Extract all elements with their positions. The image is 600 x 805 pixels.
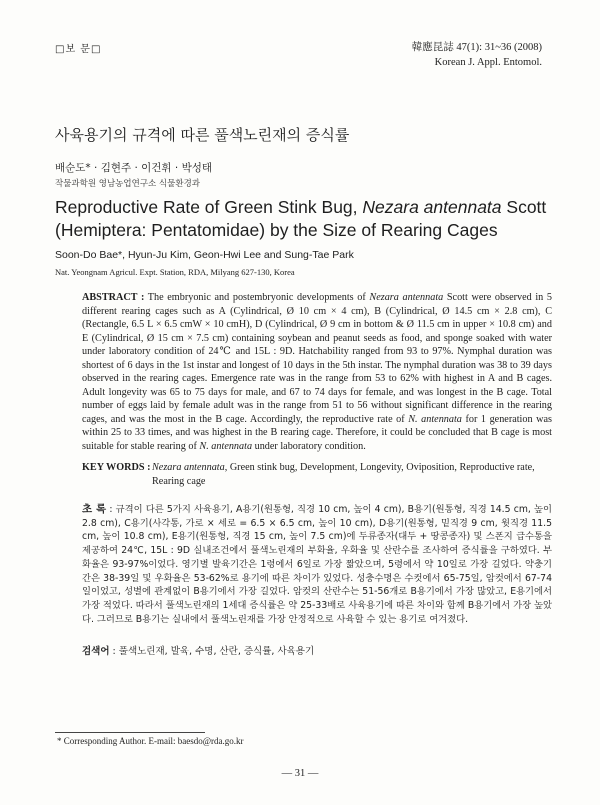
abstract-label: ABSTRACT : (82, 292, 145, 303)
footnote-divider (55, 732, 205, 733)
keywords-label: KEY WORDS : (82, 462, 151, 473)
journal-citation (412, 40, 542, 70)
paper-type-label: □보 문□ (55, 44, 102, 55)
korean-abstract (82, 503, 552, 626)
korean-authors: 배순도* · 김현주 · 이건휘 · 박성태 (55, 162, 213, 174)
korean-affiliation: 작물과학원 영남농업연구소 식물환경과 (55, 179, 200, 189)
keywords (82, 461, 552, 488)
english-title (55, 196, 555, 242)
title-part: Reproductive Rate of Green Stink Bug, (55, 197, 363, 217)
abstract-text: under laboratory condition. (252, 440, 366, 452)
journal-citation-korean: 韓應昆誌 47(1): 31~36 (2008) (411, 42, 542, 53)
keywords-list (152, 461, 547, 488)
korean-keywords-text: : 풀색노린재, 발육, 수명, 산란, 증식률, 사육용기 (109, 646, 315, 657)
page-number: — 31 — (281, 768, 319, 779)
title-species-name: Nezara antennata (362, 197, 502, 217)
korean-abstract-text: : 규격이 다른 5가지 사육용기, A용기(원통형, 직경 10 cm, 높이 4 cm), B용기(원통형, 직경 14.5 cm, 높이 2.8 cm), C용기(사각통, 가로 × 세로 = 6.5 × 6.5 cm, 높이 10 cm), D용기(원통형, 밑직경 9 cm, 윗직경 11.5 cm, 높이 10.8 cm), E용기(원통형, 직경 15 cm, 높이 7.5 cm)에 두류종자(대두 + 땅콩종자) 및 스폰지 급수통을 제공하여 24℃, 15L : 9D 실내조건에서 풀색노린재의 부화율, 우화율 및 산란수를 조사하여 증식률을 구하였다. 부화율은 93-97%이었다. 영기별 발육기간은 1령에서 6일로 가장 짧았으며, 5령에서 약 10일로 가장 길었다. 약충기간은 38-39일 및 우화율은 53-62%로 용기에 따른 차이가 있었다. 성충수명은 수컷에서 65-75일, 암컷에서 67-74일이었고, 성별에 관계없이 B용기에서 가장 길었다. 암컷의 산란수는 51-56개로 B용기에서 가장 많았고, E용기에서 가장 적었다. 따라서 풀색노린재의 1세대 증식률은 약 25-33배로 사육용기에 따른 차이와 함께 B용기에서 가장 높았다. 그러므로 B용기는 실내에서 풀색노린재를 가장 안정적으로 사육할 수 있는 용기로 여겨졌다. (82, 504, 552, 625)
english-authors: Soon-Do Bae*, Hyun-Ju Kim, Geon-Hwi Lee and Sung-Tae Park (55, 249, 354, 261)
keywords-text: , Green stink bug, Development, Longevity, Oviposition, Reproductive rate, Rearing cage (152, 462, 535, 487)
korean-keywords (82, 643, 552, 657)
abstract-text: Scott were observed in 5 different rearing cages such as A (Cylindrical, Ø 10 cm × 4 cm), B (Cylindrical, Ø 14.5 cm × 2.8 cm), C (Rectangle, 6.5 L × 6.5 cmW × 10 cmH), D (Cylindrical, Ø 9 cm in bottom & Ø 11.5 cm in upper × 10.8 cm) and E (Cylindrical, Ø 15 cm × 7.5 cm) containing soybean and peanut seeds as food, and sponge soaked with water under laboratory condition of 24℃ and 15L : 9D. Hatchability ranged from 93 to 97%. Nymphal duration was shortest of 6 days in the 1st instar and longest of 10 days in the 5th instar. The nymphal duration was 38 to 39 days observed in the rearing cages. Emergence rate was in the range from 53 to 62% with highest in A and B cages. Adult longevity was 65 to 75 days for male, and 67 to 74 days for female, and was longest in the B cage. Total number of eggs laid by female adult was in the range from 51 to 56 without significant difference in the rearing cages, and was the most in the B cage. Accordingly, the reproductive rate of (82, 292, 553, 425)
species-name: Nezara antennata (369, 292, 444, 303)
korean-abstract-label: 초 록 (82, 503, 107, 515)
korean-keywords-label: 검색어 (82, 646, 110, 657)
english-affiliation: Nat. Yeongnam Agricul. Expt. Station, RDA, Milyang 627-130, Korea (55, 267, 295, 277)
species-name: N. antennata (199, 440, 253, 452)
title-part: Scott (Hemiptera: Pentatomidae) by the Size of Rearing Cages (55, 197, 547, 240)
korean-title: 사육용기의 규격에 따른 풀색노린재의 증식률 (55, 126, 350, 144)
corresponding-author-footnote: * Corresponding Author. E-mail: baesdo@rda.go.kr (57, 736, 244, 746)
abstract-text: for 1 generation was within 25 to 33 times, and was highest in the B rearing cage. Therefore, it could be concluded that B cage is most suitable for stable rearing of (82, 413, 552, 452)
species-name: Nezara antennata (152, 462, 225, 473)
species-name: N. antennata (408, 413, 462, 425)
journal-name-english: Korean J. Appl. Entomol. (434, 57, 542, 68)
abstract (82, 291, 552, 453)
abstract-text: The embryonic and postembryonic developments of (144, 292, 370, 303)
